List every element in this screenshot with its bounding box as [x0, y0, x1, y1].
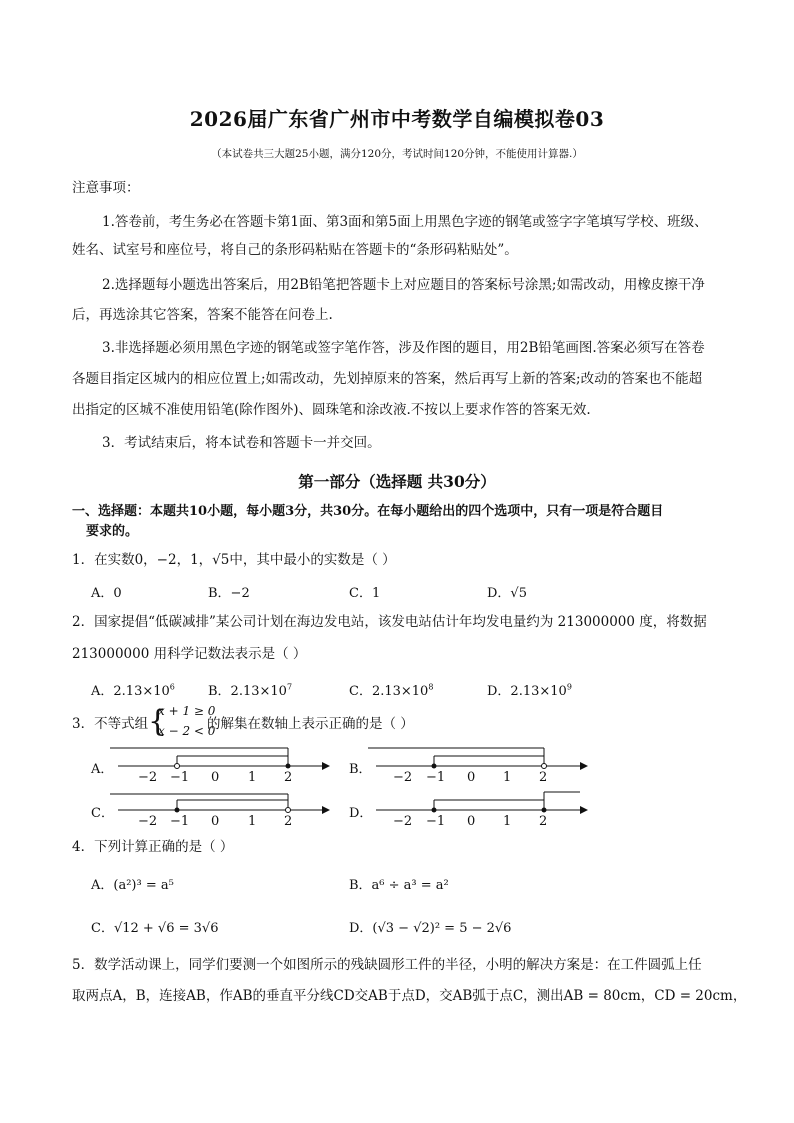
q4-option-b: B．a⁶ ÷ a³ = a²: [349, 878, 449, 893]
tick-label: 0: [467, 814, 476, 829]
tick-label: 0: [211, 814, 220, 829]
page-title: 2026届广东省广州市中考数学自编模拟卷03: [189, 107, 605, 131]
q1-stem: 1．在实数0，−2，1，√5中，其中最小的实数是（ ）: [72, 552, 396, 568]
q2-option-d: D．$2.13\times 10^9$: [487, 682, 572, 699]
notice-item1-line1: 1.答卷前，考生务必在答题卡第1面、第3面和第5面上用黑色字迹的钢笔或签字字笔填写学校、班级、: [102, 214, 708, 230]
tick-label: −2: [138, 770, 158, 785]
q4-stem: 4．下列计算正确的是（ ）: [72, 839, 234, 855]
tick-label: 1: [248, 814, 257, 829]
q3-prefix: 3．不等式组: [72, 716, 149, 732]
notice-item2-line2: 后，再选涂其它答案，答案不能答在问卷上.: [72, 307, 333, 323]
tick-label: −1: [426, 814, 446, 829]
notice-item4: 3．考试结束后，将本试卷和答题卡一并交回。: [102, 435, 381, 451]
notice-item2-line1: 2.选择题每小题选出答案后，用2B铅笔把答题卡上对应题目的答案标号涂黑;如需改动，用橡皮擦干净: [102, 277, 705, 293]
q4-option-d: D．(√3 − √2)² = 5 − 2√6: [349, 921, 512, 936]
notice-heading: 注意事项：: [72, 180, 140, 196]
q3-option-d-label: D．: [349, 806, 373, 821]
q2-line1: 2．国家提倡“低碳减排”某公司计划在海边发电站，该发电站估计年均发电量约为 213000000 度，将数据: [72, 614, 707, 630]
q3-option-c-label: C．: [91, 806, 114, 821]
q3-inequality-1: x + 1 ≥ 0: [158, 704, 216, 718]
q1-option-b: B．−2: [208, 586, 250, 601]
q4-option-c: C．√12 + √6 = 3√6: [91, 921, 219, 936]
q5-line1: 5．数学活动课上，同学们要测一个如图所示的残缺圆形工件的半径，小明的解决方案是：在工件圆弧上任: [72, 957, 702, 973]
tick-label: 1: [503, 814, 512, 829]
tick-label: 2: [539, 770, 548, 785]
tick-label: 1: [503, 770, 512, 785]
page-subtitle: （本试卷共三大题25小题，满分120分，考试时间120分钟，不能使用计算器.）: [211, 148, 583, 160]
section-intro-line2: 要求的。: [86, 524, 139, 539]
q1-option-d: D．√5: [487, 586, 527, 601]
q3-option-b-label: B．: [349, 762, 372, 777]
tick-label: −1: [426, 770, 446, 785]
tick-label: 2: [284, 770, 293, 785]
q3-suffix: 的解集在数轴上表示正确的是（ ）: [207, 716, 414, 732]
brace-icon: {: [148, 704, 168, 739]
tick-label: −2: [393, 770, 413, 785]
tick-label: 2: [539, 814, 548, 829]
q5-line2: 取两点A，B，连接AB，作AB的垂直平分线CD交AB于点D，交AB弧于点C，测出AB = 80cm，CD = 20cm，: [72, 988, 747, 1004]
q3-option-a-label: A．: [91, 762, 114, 777]
q1-option-c: C．1: [349, 586, 381, 601]
q2-option-b: B．$2.13\times 10^7$: [208, 682, 293, 699]
tick-label: −1: [170, 770, 190, 785]
tick-label: 0: [467, 770, 476, 785]
section-title: 第一部分（选择题 共30分）: [298, 472, 496, 491]
q3-inequality-2: x − 2 < 0: [158, 724, 216, 738]
tick-label: −1: [170, 814, 190, 829]
notice-item3-line2: 各题目指定区城内的相应位置上;如需改动，先划掉原来的答案，然后再写上新的答案;改动的答案也不能超: [72, 371, 703, 387]
tick-label: −2: [138, 814, 158, 829]
section-intro-line1: 一、选择题：本题共10小题，每小题3分，共30分。在每小题给出的四个选项中，只有一项是符合题目: [72, 504, 664, 519]
q4-option-a: A．(a²)³ = a⁵: [91, 878, 174, 893]
notice-item3-line1: 3.非选择题必须用黑色字迹的钢笔或签字笔作答，涉及作图的题目，用2B铅笔画图.答案必须写在答卷: [102, 340, 705, 356]
q2-option-a: A．$2.13\times 10^6$: [91, 682, 175, 699]
tick-label: 2: [284, 814, 293, 829]
q1-option-a: A．0: [91, 586, 122, 601]
tick-label: 1: [248, 770, 257, 785]
q2-line2: 213000000 用科学记数法表示是（ ）: [72, 646, 307, 662]
notice-item3-line3: 出指定的区城不准使用铅笔(除作图外)、圆珠笔和涂改液.不按以上要求作答的答案无效.: [72, 402, 591, 418]
tick-label: −2: [393, 814, 413, 829]
q2-option-c: C．$2.13\times 10^8$: [349, 682, 434, 699]
notice-item1-line2: 姓名、试室号和座位号，将自己的条形码粘贴在答题卡的“条形码粘贴处”。: [72, 242, 518, 258]
tick-label: 0: [211, 770, 220, 785]
